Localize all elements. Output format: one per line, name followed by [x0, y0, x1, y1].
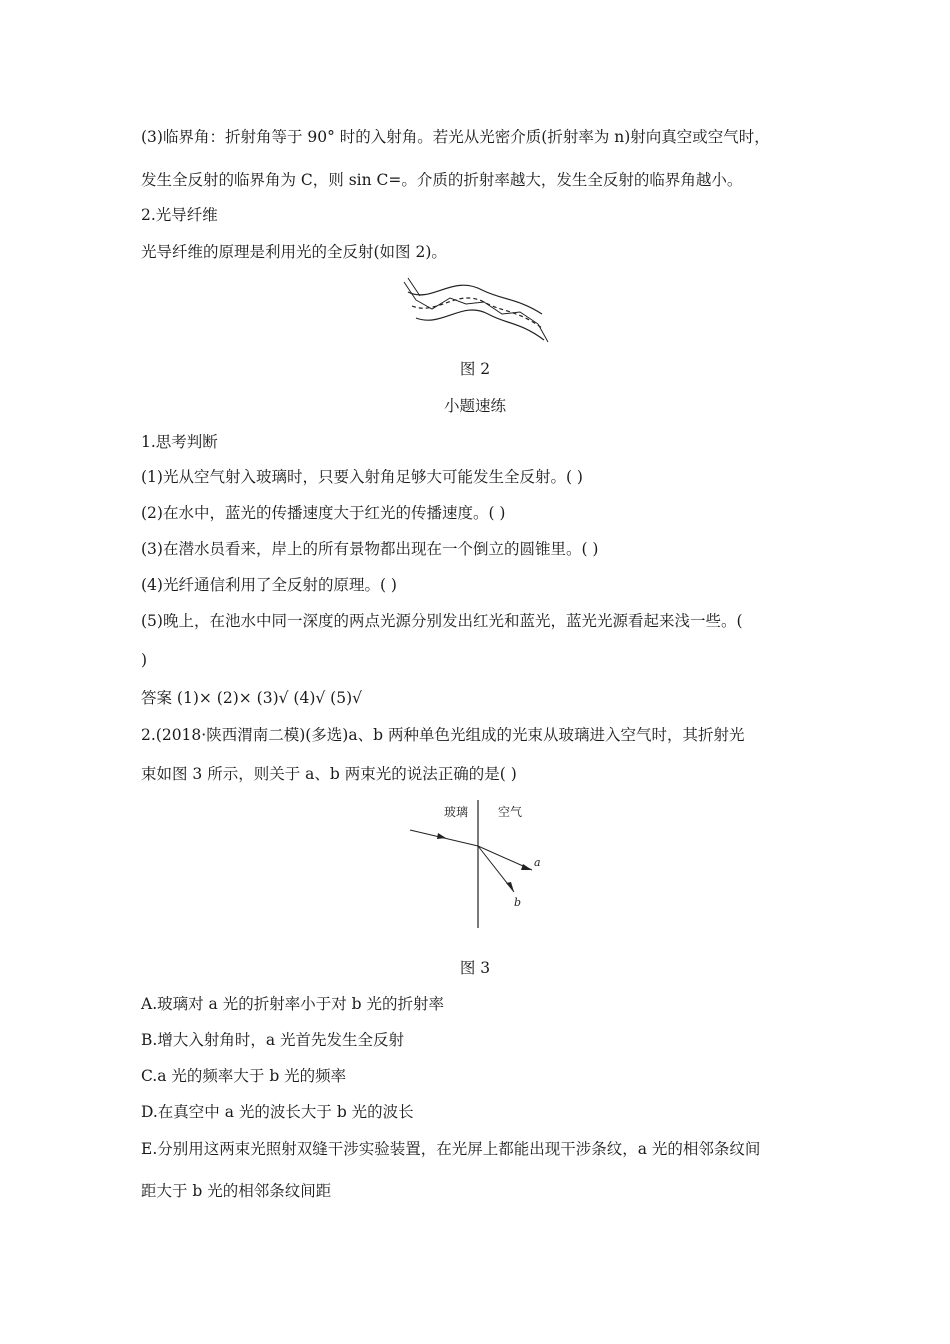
option-a: A.玻璃对 a 光的折射率小于对 b 光的折射率: [141, 995, 444, 1013]
option-c: C.a 光的频率大于 b 光的频率: [141, 1067, 347, 1085]
air-label: 空气: [498, 805, 523, 819]
figure-3-caption: 图 3: [459, 959, 491, 977]
judge-item-1: (1)光从空气射入玻璃时，只要入射角足够大可能发生全反射。( ): [141, 468, 583, 486]
option-e-line-2: 距大于 b 光的相邻条纹间距: [141, 1182, 332, 1200]
ray-b-label: b: [514, 896, 522, 909]
option-b: B.增大入射角时，a 光首先发生全反射: [141, 1031, 404, 1049]
figure-2-caption: 图 2: [459, 360, 491, 378]
optical-fiber-figure: [402, 276, 552, 346]
refraction-figure: [402, 796, 562, 931]
q2-line-1: 2.(2018·陕西渭南二模)(多选)a、b 两种单色光组成的光束从玻璃进入空气时，其折射光: [141, 726, 745, 744]
judge-item-2: (2)在水中，蓝光的传播速度大于红光的传播速度。( ): [141, 504, 506, 522]
judge-item-3: (3)在潜水员看来，岸上的所有景物都出现在一个倒立的圆锥里。( ): [141, 540, 599, 558]
q1-heading: 1.思考判断: [141, 433, 218, 451]
answer-line: 答案 (1)× (2)× (3)√ (4)√ (5)√: [141, 689, 363, 707]
option-e-line-1: E.分别用这两束光照射双缝干涉实验装置，在光屏上都能出现干涉条纹，a 光的相邻条纹间: [141, 1140, 761, 1158]
critical-angle-line-1: (3)临界角：折射角等于 90° 时的入射角。若光从光密介质(折射率为 n)射向真空或空气时，: [141, 128, 770, 146]
practice-title: 小题速练: [443, 397, 506, 415]
critical-angle-line-2: 发生全反射的临界角为 C，则 sin C=。介质的折射率越大，发生全反射的临界角越小。: [141, 171, 743, 189]
q2-line-2: 束如图 3 所示，则关于 a、b 两束光的说法正确的是( ): [141, 765, 517, 783]
ray-a-label: a: [534, 856, 541, 869]
judge-item-4: (4)光纤通信利用了全反射的原理。( ): [141, 576, 397, 594]
optical-fiber-text: 光导纤维的原理是利用光的全反射(如图 2)。: [141, 243, 447, 261]
judge-item-5-cont: ): [141, 651, 148, 669]
glass-label: 玻璃: [444, 805, 469, 819]
option-d: D.在真空中 a 光的波长大于 b 光的波长: [141, 1103, 414, 1121]
judge-item-5: (5)晚上，在池水中同一深度的两点光源分别发出红光和蓝光，蓝光光源看起来浅一些。(: [141, 612, 743, 630]
optical-fiber-heading: 2.光导纤维: [141, 206, 218, 224]
